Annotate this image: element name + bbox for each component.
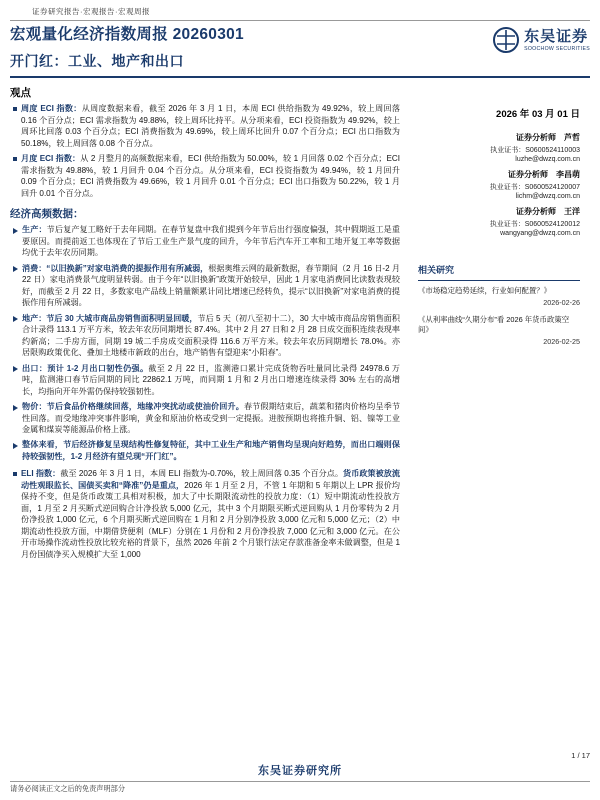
related-item[interactable] (418, 286, 580, 307)
analyst-license: 执业证书：S0600524110003 (490, 147, 580, 155)
square-bullet-icon (13, 472, 17, 476)
document-footer (10, 751, 590, 794)
analyst-name: 证券分析师 王洋 (516, 207, 580, 217)
page-number: 1 / 17 (571, 751, 590, 760)
brand-logo (493, 25, 590, 53)
triangle-bullet-icon (13, 443, 18, 449)
related-divider (418, 280, 580, 281)
paragraph-realestate: 地产：节后 30 大城市商品房销售面积明显回暖，节后 5 天（初八至初十二），30 大中城市商品房销售面积合计录得 113.1 万平方米，较去年农历同期增长 87.4%。其中 2 月 27 日和 2 月 28 日成交面积连续表现率约新高；二手房方面，同期 19 城二手房成交面积录得 116.6 万平方米。较去年农历同期增长 78.0%。亦居限购政策优化、叠加土地楼市新政的出台，地产销售有望迎来“小阳春”。 (22, 313, 400, 358)
section-heading-view: 观点 (10, 87, 31, 100)
brand-text (524, 28, 590, 52)
analyst-entry (418, 206, 580, 237)
list-item (10, 263, 400, 309)
analyst-email[interactable]: wangyang@dwzq.com.cn (500, 230, 580, 238)
top-divider (10, 20, 590, 21)
paragraph-weekly-eci: 周度 ECI 指数：从周度数据来看，截至 2026 年 3 月 1 日，本周 ECI 供给指数为 49.92%，较上周回落 0.16 个百分点；ECI 需求指数为 49.88%，较上周环比持平。从分项来看，ECI 投资指数为 49.92%，较上周环比回落 0.03 个百分点；ECI 消费指数为 49.69%，较上周环比回升 0.07 个百分点；ECI 出口指数为 50.18%，较上周回落 0.08 个百分点。 (21, 104, 400, 148)
paragraph-production: 生产：节后复产复工略好于去年同期。在春节复盘中我们提到今年节后出行强度偏强，其中假期返工是重要原因。而提前返工也体现在了节后工业生产景气度的回升，今年节后汽车开工率和工地开复工率等数据均优于去年农历同期。 (22, 225, 400, 258)
list-item (10, 363, 400, 397)
analyst-license: 执业证书：S0600524120012 (489, 221, 580, 229)
paragraph-monthly-eci: 月度 ECI 指数：从 2 月整月的高频数据来看，ECI 供给指数为 50.00%，较 1 月回落 0.02 个百分点；ECI 需求指数为 49.88%，较 1 月回升 0.04 个百分点。从分项来看，ECI 投资指数为 49.94%，较 1 月回升 0.09 个百分点；ECI 消费指数为 49.66%，较 1 月回升 0.01 个百分点；ECI 出口指数为 50.22%，较 1 月回升 0.01 个百分点。 (21, 154, 400, 198)
square-bullet-icon (13, 157, 17, 161)
footer-divider (10, 781, 590, 782)
related-item-date: 2026-02-25 (543, 337, 580, 347)
header-left (10, 25, 410, 71)
footer-brand: 东吴证券研究所 (258, 765, 342, 777)
document-body (10, 82, 590, 564)
brand-name-cn: 东吴证券 (524, 27, 589, 45)
analyst-list (418, 132, 580, 237)
document-header (10, 25, 590, 71)
related-research-heading: 相关研究 (418, 265, 455, 276)
header-divider (10, 76, 590, 78)
analyst-name: 证券分析师 芦哲 (516, 133, 580, 143)
paragraph-consumption: 消费：“以旧换新”对家电消费的提振作用有所减弱，根据奥维云网的最新数据，春节期间（2 月 16 日-2 月 22 日）家电消费景气度明显转弱。由于今年“以旧换新”政策开始较早，因此 1 月家电消费同比读数表现较好，而截至 2 月 22 日，多数家电产品线上销量额累计同比增速已经转负，提示“以旧换新”对家电消费的提振作用有所减弱。 (22, 263, 400, 308)
analyst-entry (418, 132, 580, 163)
triangle-bullet-icon (13, 405, 18, 411)
list-item (10, 103, 400, 149)
analyst-name: 证券分析师 李昌萌 (508, 170, 580, 180)
list-item (10, 224, 400, 258)
report-date: 2026 年 03 月 01 日 (496, 109, 580, 121)
related-item-title[interactable]: 《市场稳定趋势延续，行业如何配置？》 (418, 286, 552, 296)
paragraph-eli-index: ELI 指数：截至 2026 年 3 月 1 日，本周 ELI 指数为-0.70%，较上周回落 0.35 个百分点。货币政策被放流动性观眼监长、国债买卖和“降准”仍是重点，2026 年 1 月至 2 月，不管 1 年期和 5 年期以上 LPR 报价均保持不变，但是货币政策工具相对积极，加大了中长期限流动性的投放力度：（1）短中期流动性投放方面，1 月至 2 月买断式逆回购合计净投放 5,000 亿元，其中 3 个月期限买断式逆回购从 1 月份零转为 2 月份净投放 1,000 亿元，6 个月期买断式逆回购在 1 月和 2 月分别净投放 3,000 亿元和 5,000 亿元；（2）中期流动性投放方面，中期借贷便利（MLF）分别在 1 月份和 2 月份净投放 7,000 亿元和 3,000 亿元。在公开市场操作流动性投放比较充裕的背景下，虽然 2026 年前 2 个月银行法定存款准备金率未做调整，但是 1 月份国债净买入规模扩大至 1,000 (21, 469, 400, 559)
analyst-license: 执业证书：S0600524120007 (489, 184, 580, 192)
square-bullet-icon (13, 107, 17, 111)
list-item (10, 468, 400, 560)
analyst-email[interactable]: luzhe@dwzq.com.cn (515, 156, 580, 164)
analyst-entry (418, 169, 580, 200)
triangle-bullet-icon (13, 228, 18, 234)
sidebar (408, 82, 580, 564)
paragraph-prices: 物价：节后食品价格继续回落，地缘冲突扰动或使油价回升。春节假期结束后，蔬菜和猪肉价格均呈季节性回落。而受地缘冲突事件影响，黄金和原油价格或受到一定提振。进胺预期也将推升铜、铝、镍等工业金属和煤炭等能源品价格上涨。 (22, 402, 400, 434)
related-item-title[interactable]: 《从利率曲线“久期分布”看 2026 年货币政策空间》 (418, 315, 570, 335)
list-item (10, 401, 400, 435)
paragraph-summary: 整体来看，节后经济修复呈现结构性修复特征，其中工业生产和地产销售均呈现向好趋势，而出口端则保持较强韧性，1-2 月经济有望兑现“开门红”。 (22, 440, 400, 461)
paragraph-export: 出口：预计 1-2 月出口韧性仍强。截至 2 月 22 日，监测港口累计完成货物吞吐量同比录得 24978.6 万吨，监测港口春节后同期的同比 22862.1 万吨，而同期 1 月和 2 月出口增速连续录得 30% 左右的高增长，均指向开年外需仍保持较强韧性。 (22, 363, 400, 396)
related-item-date: 2026-02-26 (543, 298, 580, 308)
soochow-logo-icon (493, 27, 519, 53)
disclaimer-note: 请务必阅读正文之后的免责声明部分 (10, 784, 126, 793)
page-subtitle: 开门红：工业、地产和出口 (10, 53, 184, 70)
brand-name-en: SOOCHOW SECURITIES (524, 45, 590, 52)
list-item (10, 153, 400, 199)
breadcrumb: 证券研究报告·宏观报告·宏观周报 (32, 7, 150, 16)
triangle-bullet-icon (13, 366, 18, 372)
related-item[interactable] (418, 315, 580, 346)
section-heading-highfreq: 经济高频数据： (10, 208, 84, 221)
list-item (10, 313, 400, 359)
triangle-bullet-icon (13, 266, 18, 272)
list-item (10, 439, 400, 462)
analyst-email[interactable]: lichm@dwzq.com.cn (515, 193, 580, 201)
main-column (10, 82, 408, 564)
page-title: 宏观量化经济指数周报 20260301 (10, 26, 244, 43)
triangle-bullet-icon (13, 316, 18, 322)
